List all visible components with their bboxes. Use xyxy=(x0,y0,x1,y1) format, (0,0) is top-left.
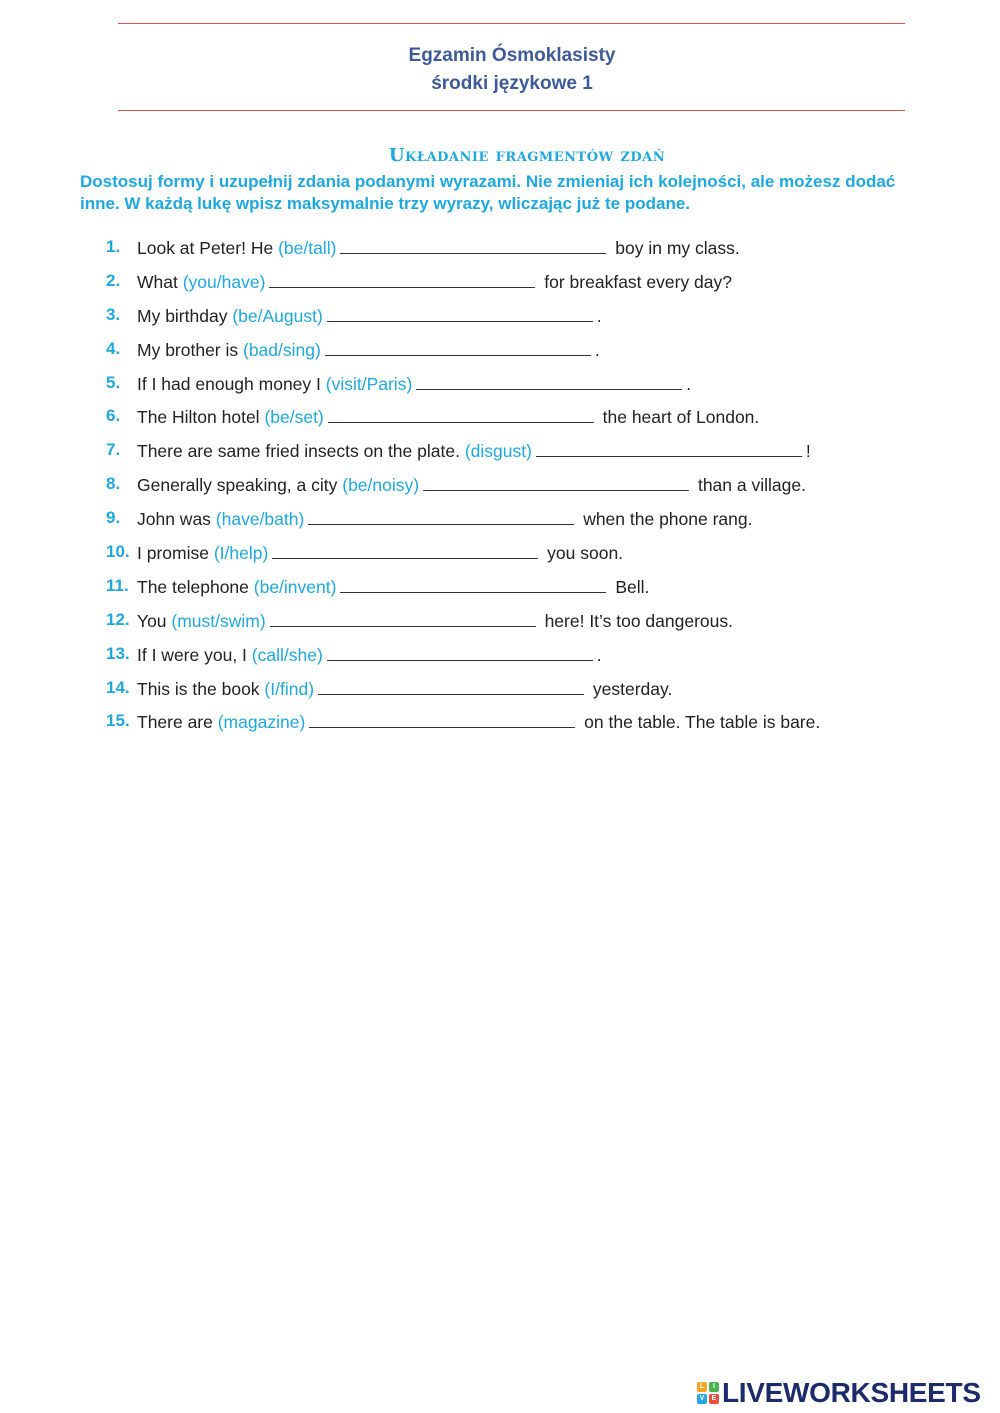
word-hint: (visit/Paris) xyxy=(325,373,413,394)
instructions: Dostosuj formy i uzupełnij zdania podanymi wyrazami. Nie zmieniaj ich kolejności, ale możesz dodać inne. W każdą lukę wpisz maksymalnie trzy wyrazy, wliczając już te podane. xyxy=(80,172,896,213)
item-number: 1. xyxy=(106,237,121,256)
logo-mark-icon xyxy=(697,1382,719,1404)
sentence-end: you soon. xyxy=(542,543,624,564)
word-hint: (must/swim) xyxy=(171,610,266,631)
item-sentence xyxy=(137,301,602,330)
item-number: 2. xyxy=(106,270,121,290)
exercise-item xyxy=(0,707,1000,741)
exercise-list xyxy=(0,233,1000,741)
word-hint: (be/invent) xyxy=(253,576,337,597)
item-sentence xyxy=(137,267,732,296)
answer-blank[interactable] xyxy=(318,674,584,695)
sentence-start: What xyxy=(137,271,183,292)
exercise-item xyxy=(0,369,1000,403)
item-number: 4. xyxy=(106,338,121,358)
logo-mark-letter: V xyxy=(697,1394,707,1404)
word-hint: (be/noisy) xyxy=(342,475,420,496)
item-sentence xyxy=(137,504,753,533)
sentence-end: the heart of London. xyxy=(597,407,760,428)
item-number: 15. xyxy=(106,711,130,731)
liveworksheets-logo xyxy=(697,1378,981,1408)
item-number: 12. xyxy=(106,609,130,629)
item-sentence xyxy=(137,674,672,703)
sentence-start: There are same fried insects on the plate. xyxy=(137,441,465,462)
sentence-start: There are xyxy=(137,712,218,733)
item-sentence xyxy=(137,470,806,499)
bottom-divider xyxy=(118,110,905,111)
sentence-end: ! xyxy=(805,441,811,462)
exercise-item xyxy=(0,436,1000,470)
sentence-end: . xyxy=(596,305,602,326)
exercise-item xyxy=(0,674,1000,708)
word-hint: (I/help) xyxy=(213,543,269,564)
sentence-start: My brother is xyxy=(137,339,243,360)
logo-mark-letter: E xyxy=(709,1394,719,1404)
sentence-start: This is the book xyxy=(137,678,265,699)
exercise-item xyxy=(0,504,1000,538)
item-sentence xyxy=(137,369,691,398)
sentence-start: If I were you, I xyxy=(137,644,252,665)
page-title: Egzamin Ósmoklasisty xyxy=(408,45,616,66)
word-hint: (be/set) xyxy=(264,407,324,428)
sentence-start: Look at Peter! He xyxy=(137,238,279,258)
sentence-end: Bell. xyxy=(610,576,650,597)
exercise-item xyxy=(0,572,1000,606)
exercise-item xyxy=(0,335,1000,369)
item-sentence xyxy=(137,538,623,567)
sentence-end: yesterday. xyxy=(588,678,673,699)
item-sentence xyxy=(137,606,733,635)
exercise-item xyxy=(0,606,1000,640)
exercise-item xyxy=(0,301,1000,335)
item-number: 6. xyxy=(106,406,121,426)
exercise-item xyxy=(0,640,1000,674)
item-sentence xyxy=(137,640,602,669)
page-header xyxy=(0,42,1000,98)
sentence-start: The telephone xyxy=(137,576,254,597)
item-number: 14. xyxy=(106,677,130,697)
exercise-item xyxy=(0,233,1000,267)
sentence-start: If I had enough money I xyxy=(137,373,326,394)
item-sentence xyxy=(137,572,649,601)
item-number: 9. xyxy=(106,508,121,528)
logo-text: LIVEWORKSHEETS xyxy=(722,1377,981,1408)
item-number: 11. xyxy=(106,575,129,595)
sentence-end: for breakfast every day? xyxy=(539,271,733,292)
sentence-end: than a village. xyxy=(693,475,806,496)
word-hint: (disgust) xyxy=(464,441,532,462)
exercise-item xyxy=(0,402,1000,436)
sentence-end: . xyxy=(686,373,692,394)
logo-mark-letter: L xyxy=(697,1382,707,1392)
word-hint: (have/bath) xyxy=(215,509,305,530)
word-hint: (you/have) xyxy=(182,271,266,292)
item-sentence xyxy=(137,707,820,736)
sentence-start: Generally speaking, a city xyxy=(137,475,343,496)
word-hint: (bad/sing) xyxy=(243,339,321,360)
sentence-start: You xyxy=(137,610,172,631)
section-title: Układanie fragmentów zdań xyxy=(388,145,666,166)
sentence-end: . xyxy=(594,339,600,360)
answer-blank[interactable] xyxy=(269,267,535,288)
item-sentence xyxy=(137,436,811,465)
answer-blank[interactable] xyxy=(423,470,689,491)
answer-blank[interactable] xyxy=(327,640,593,661)
page-subtitle: środki językowe 1 xyxy=(431,73,593,94)
sentence-end: when the phone rang. xyxy=(578,509,753,530)
sentence-start: The Hilton hotel xyxy=(137,407,265,428)
answer-blank[interactable] xyxy=(340,233,606,254)
item-number: 8. xyxy=(106,474,121,494)
answer-blank[interactable] xyxy=(340,572,606,593)
sentence-end: boy in my class. xyxy=(610,238,740,258)
word-hint: (be/tall) xyxy=(278,238,337,258)
sentence-start: I promise xyxy=(137,543,214,564)
answer-blank[interactable] xyxy=(325,335,591,356)
sentence-end: here! It’s too dangerous. xyxy=(539,610,733,631)
answer-blank[interactable] xyxy=(272,538,538,559)
word-hint: (be/August) xyxy=(232,305,323,326)
answer-blank[interactable] xyxy=(328,402,594,423)
sentence-start: John was xyxy=(137,509,216,530)
sentence-end: on the table. The table is bare. xyxy=(579,712,821,733)
item-number: 3. xyxy=(106,304,121,324)
word-hint: (call/she) xyxy=(251,644,323,665)
answer-blank[interactable] xyxy=(270,606,536,627)
answer-blank[interactable] xyxy=(309,707,575,728)
word-hint: (I/find) xyxy=(264,678,315,699)
item-number: 7. xyxy=(106,440,121,460)
item-number: 5. xyxy=(106,372,121,392)
answer-blank[interactable] xyxy=(308,504,574,525)
item-number: 10. xyxy=(106,542,130,562)
answer-blank[interactable] xyxy=(327,301,593,322)
exercise-item xyxy=(0,267,1000,301)
exercise-item xyxy=(0,470,1000,504)
word-hint: (magazine) xyxy=(217,712,306,733)
item-sentence xyxy=(137,402,759,431)
top-divider xyxy=(118,23,905,24)
exercise-item xyxy=(0,538,1000,572)
answer-blank[interactable] xyxy=(416,369,682,390)
item-sentence xyxy=(137,335,600,364)
sentence-start: My birthday xyxy=(137,305,233,326)
logo-mark-letter: I xyxy=(709,1382,719,1392)
answer-blank[interactable] xyxy=(536,436,802,457)
sentence-end: . xyxy=(596,644,602,665)
item-sentence xyxy=(137,233,740,262)
item-number: 13. xyxy=(106,643,130,663)
